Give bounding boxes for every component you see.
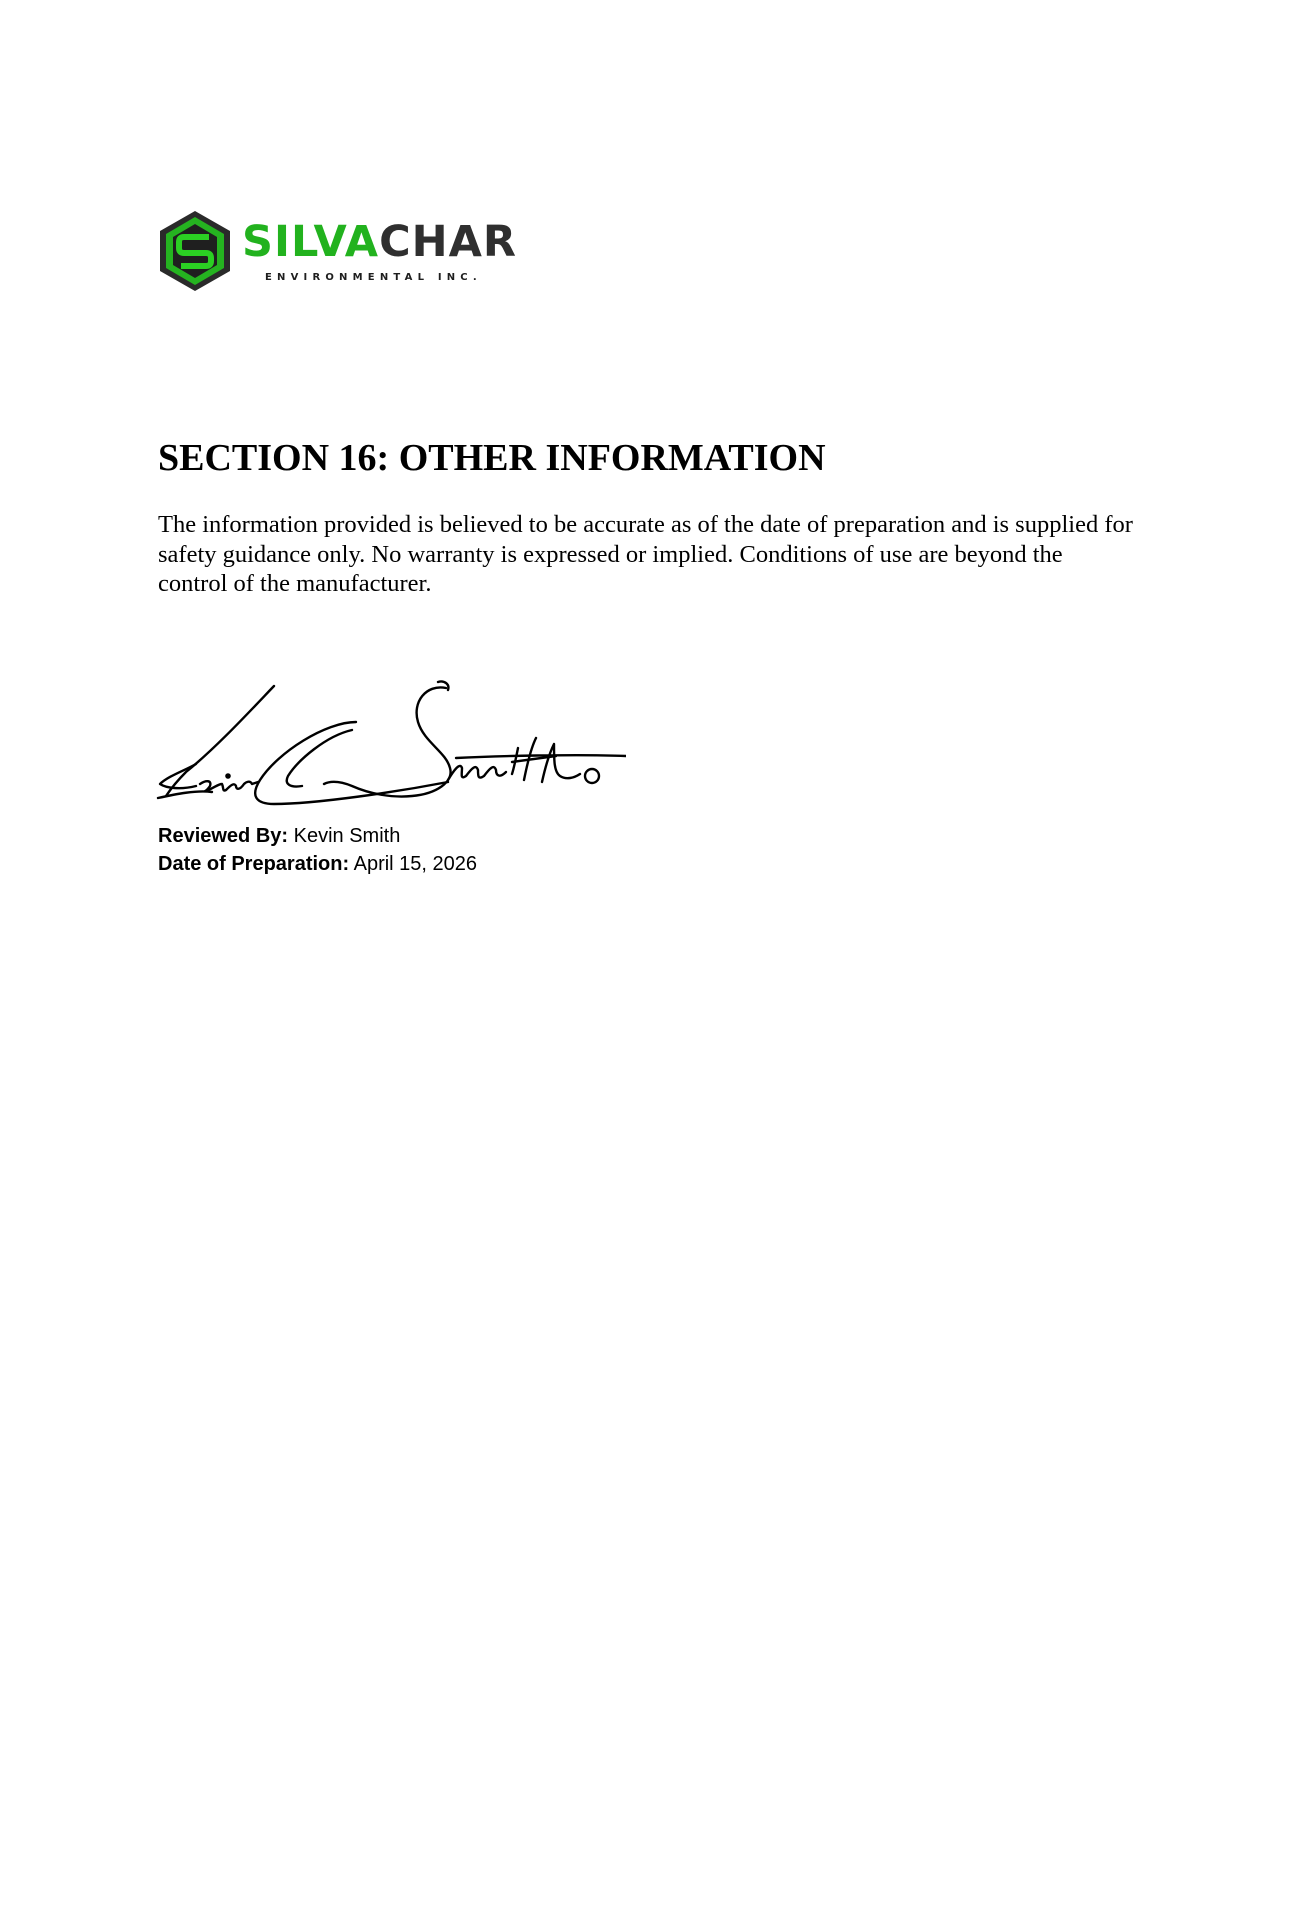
reviewed-by-value: Kevin Smith — [293, 825, 401, 847]
date-of-preparation-label: Date of Preparation: — [158, 853, 350, 875]
company-tagline: ENVIRONMENTAL INC. — [265, 272, 482, 283]
section-title: SECTION 16: OTHER INFORMATION — [158, 437, 826, 479]
hexagon-s-icon — [157, 209, 233, 293]
review-info — [158, 822, 477, 878]
company-logo — [157, 209, 518, 293]
company-wordmark — [242, 217, 518, 267]
reviewed-by-label: Reviewed By: — [158, 825, 289, 847]
date-of-preparation-value: April 15, 2026 — [353, 853, 478, 875]
section-body-text: The information provided is believed to be accurate as of the date of preparation and is supplied for safety guidance only. No warranty is expressed or implied. Conditions of use are beyond the control of the manufacturer. — [158, 511, 1133, 597]
wordmark-silva: SILVA — [242, 217, 380, 267]
handwritten-signature — [156, 680, 626, 810]
date-of-preparation-line — [158, 850, 477, 878]
wordmark-char: CHAR — [379, 217, 518, 267]
reviewed-by-line — [158, 822, 477, 850]
